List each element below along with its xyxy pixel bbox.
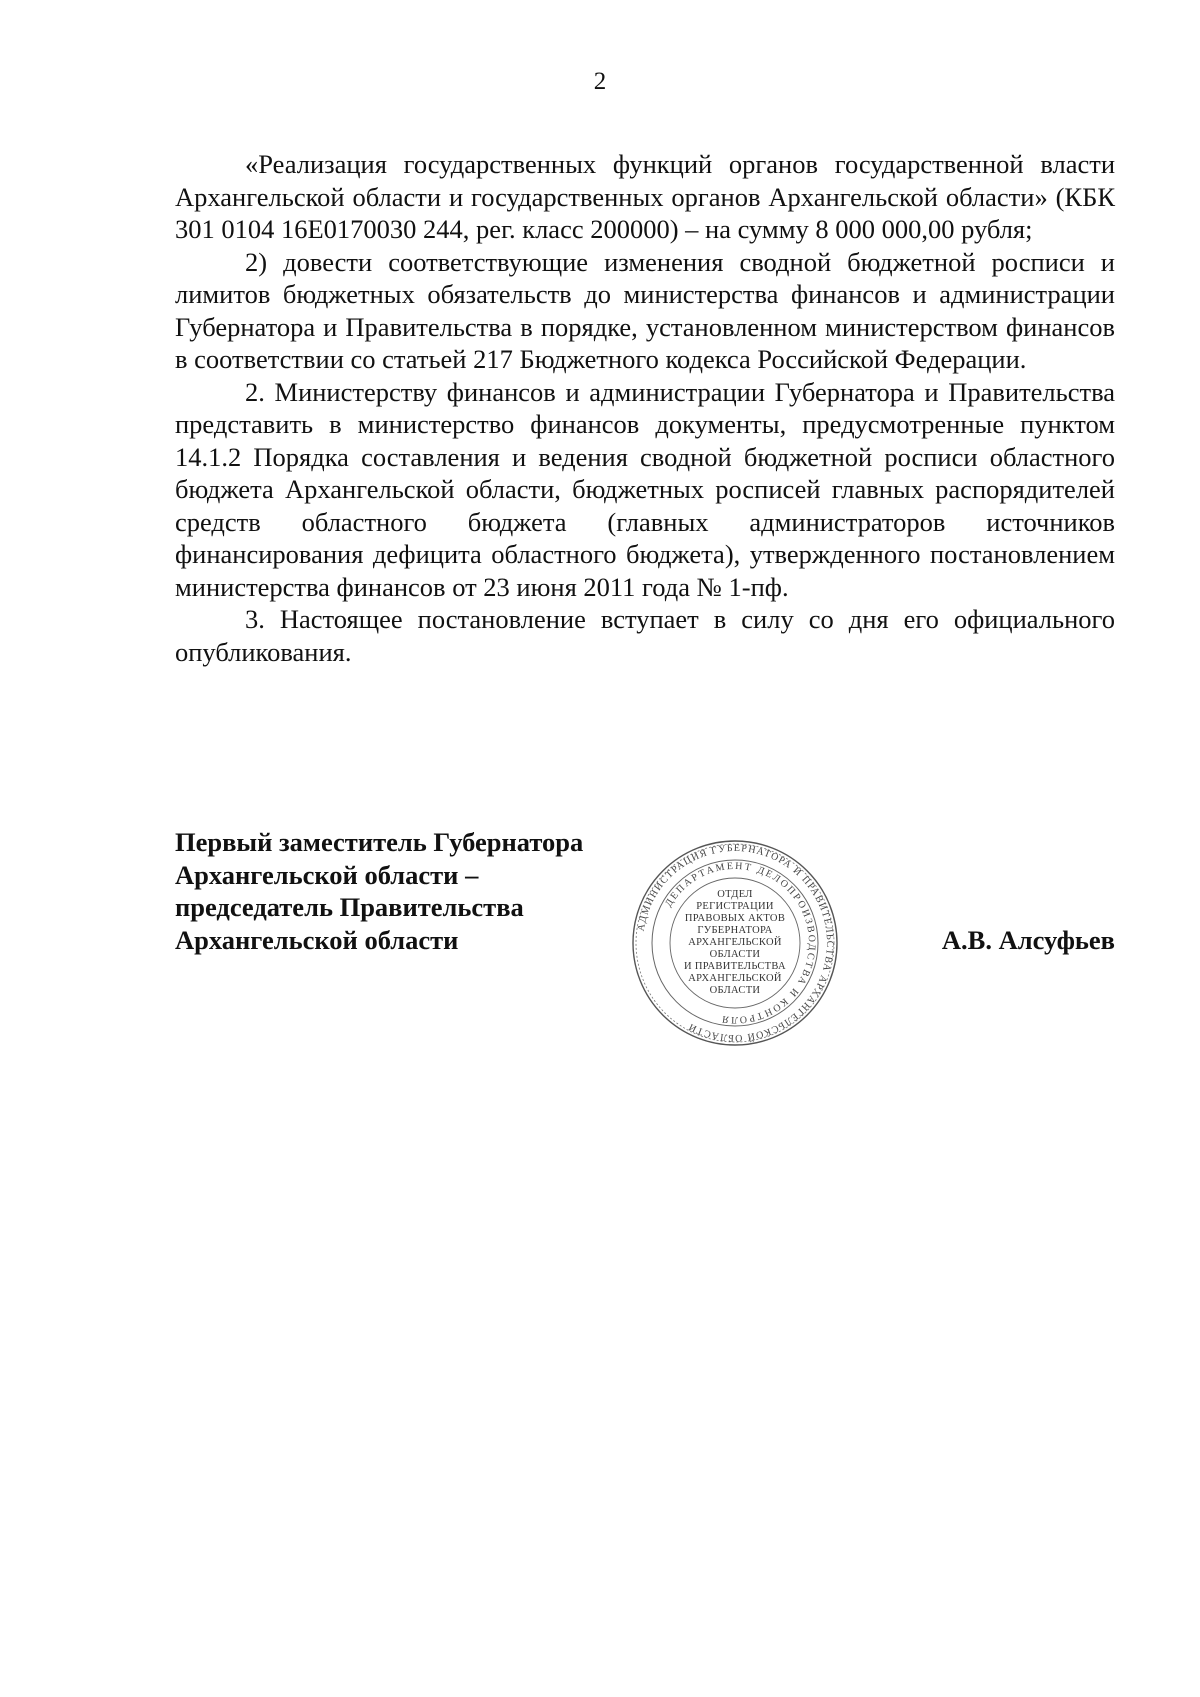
signatory-position-line: Первый заместитель Губернатора (175, 827, 584, 857)
official-seal (630, 838, 840, 1048)
paragraph-continuation: «Реализация государственных функций органов государственной власти Архангельской области и государственных органов Архангельской области» (КБК 301 0104 16Е0170030 244, рег. класс 200000) – на сумму 8 000 000,00 рубля; (175, 149, 1115, 244)
seal-center-line: ОБЛАСТИ (709, 985, 761, 996)
signatory-position-line: Архангельской области (175, 924, 459, 955)
paragraph-item-2: 2. Министерству финансов и администрации Губернатора и Правительства представить в министерство финансов документы, предусмотренные пунктом 14.1.2 Порядка составления и ведения сводной бюджетной росписи областного бюджета Архангельской области, бюджетных росписей главных распорядителей средств областного бюджета (главных администраторов источников финансирования дефицита областного бюджета), утвержденного постановлением министерства финансов от 23 июня 2011 года № 1-пф. (175, 376, 1115, 602)
seal-inner-ring-text: ДЕПАРТАМЕНТ ДЕЛОПРОИЗВОДСТВА И КОНТРОЛЯ (663, 860, 818, 1026)
paragraph-item-3: 3. Настоящее постановление вступает в силу со дня его официального опубликования. (175, 604, 1115, 667)
seal-center-line: ПРАВОВЫХ АКТОВ (684, 913, 786, 924)
signatory-name: А.В. Алсуфьев (941, 925, 1115, 955)
seal-center-line: ОТДЕЛ (717, 889, 753, 900)
seal-outer-ring-text: АДМИНИСТРАЦИЯ ГУБЕРНАТОРА И ПРАВИТЕЛЬСТВА АРХАНГЕЛЬСКОЙ ОБЛАСТИ (635, 842, 836, 1044)
seal-center-line: АРХАНГЕЛЬСКОЙ (688, 937, 782, 948)
paragraph-subitem-2: 2) довести соответствующие изменения сводной бюджетной росписи и лимитов бюджетных обязательств до министерства финансов и администрации Губернатора и Правительства в порядке, установленном министерством финансов в соответствии со статьей 217 Бюджетного кодекса Российской Федерации. (175, 246, 1115, 374)
seal-center-line: АРХАНГЕЛЬСКОЙ (688, 973, 782, 984)
page-number: 2 (593, 68, 607, 95)
seal-center-line: ОБЛАСТИ (709, 949, 761, 960)
seal-center-line: РЕГИСТРАЦИИ (696, 901, 774, 912)
seal-center-line: ГУБЕРНАТОРА (697, 925, 773, 936)
document-body (175, 148, 1115, 668)
signatory-position-line: Архангельской области – (175, 859, 479, 890)
signatory-position (175, 826, 635, 956)
signatory-position-line: председатель Правительства (175, 892, 524, 922)
seal-center-line: И ПРАВИТЕЛЬСТВА (684, 961, 786, 972)
